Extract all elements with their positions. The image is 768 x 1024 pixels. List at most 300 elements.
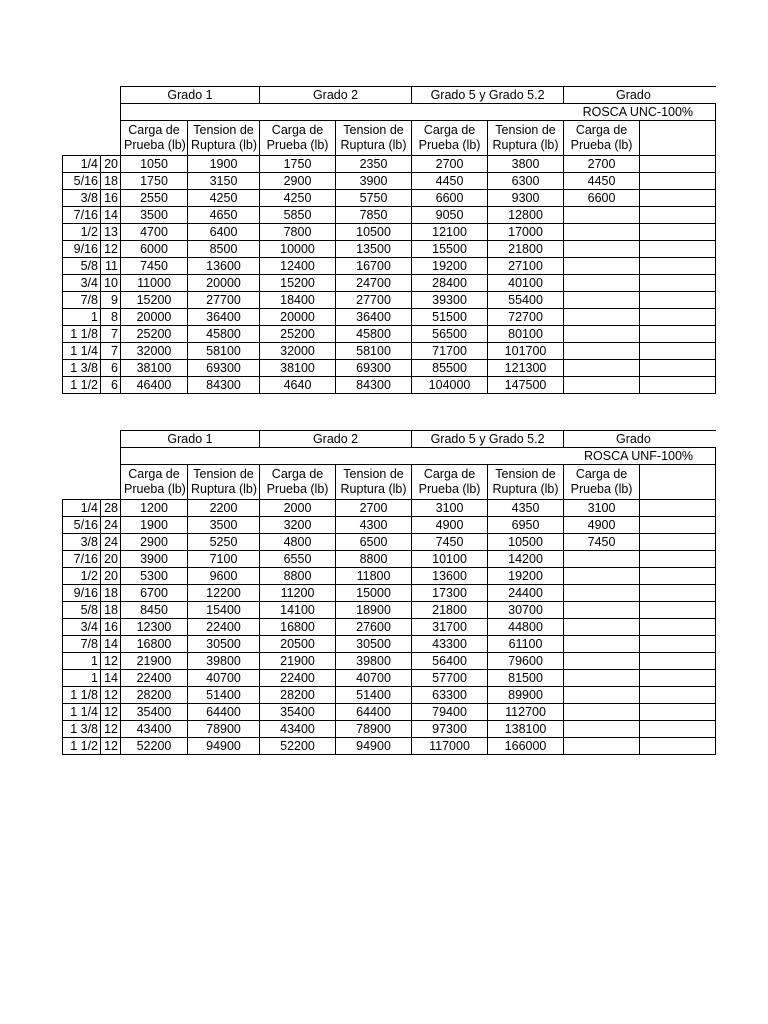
load-value: 28200 — [260, 687, 336, 704]
column-label — [488, 121, 564, 156]
load-value: 4250 — [260, 190, 336, 207]
load-value: 85500 — [412, 360, 488, 377]
load-value: 3500 — [121, 207, 188, 224]
load-value: 80100 — [488, 326, 564, 343]
load-value: 13600 — [188, 258, 260, 275]
load-value: 11000 — [121, 275, 188, 292]
load-value — [564, 568, 640, 585]
load-value: 81500 — [488, 670, 564, 687]
load-value — [564, 704, 640, 721]
load-value: 27700 — [336, 292, 412, 309]
load-value: 12100 — [412, 224, 488, 241]
load-value: 20000 — [121, 309, 188, 326]
threads-per-inch: 24 — [101, 517, 121, 534]
load-value: 10100 — [412, 551, 488, 568]
bolt-size: 1/2 — [63, 568, 101, 585]
load-value: 21900 — [121, 653, 188, 670]
table-row — [63, 721, 716, 738]
cut-cell — [640, 568, 716, 585]
load-value: 17000 — [488, 224, 564, 241]
threads-per-inch: 11 — [101, 258, 121, 275]
threads-per-inch: 8 — [101, 309, 121, 326]
column-label-line: Carga de — [128, 467, 180, 481]
cut-cell — [640, 636, 716, 653]
load-value: 112700 — [488, 704, 564, 721]
column-label-line: Ruptura (lb) — [191, 482, 257, 496]
load-value: 12200 — [188, 585, 260, 602]
load-value: 22400 — [121, 670, 188, 687]
bolt-size: 1 3/8 — [63, 360, 101, 377]
cut-cell — [640, 465, 716, 500]
cut-cell — [640, 156, 716, 173]
load-value: 78900 — [188, 721, 260, 738]
empty-cell — [63, 465, 121, 500]
load-value — [564, 207, 640, 224]
load-value: 8800 — [260, 568, 336, 585]
table-row — [63, 224, 716, 241]
cut-cell — [640, 687, 716, 704]
load-value: 4450 — [412, 173, 488, 190]
column-label-line: Prueba (lb) — [570, 138, 633, 152]
load-value: 4350 — [488, 500, 564, 517]
column-label-line: Carga de — [271, 123, 324, 137]
load-value: 69300 — [188, 360, 260, 377]
load-value: 4650 — [188, 207, 260, 224]
load-value: 39800 — [188, 653, 260, 670]
load-value: 64400 — [336, 704, 412, 721]
load-value: 56400 — [412, 653, 488, 670]
cut-cell — [640, 360, 716, 377]
load-value: 147500 — [488, 377, 564, 394]
load-value: 89900 — [488, 687, 564, 704]
table-row — [63, 517, 716, 534]
load-value: 79400 — [412, 704, 488, 721]
grade-header: Grado 2 — [260, 431, 412, 448]
load-value: 101700 — [488, 343, 564, 360]
load-value: 17300 — [412, 585, 488, 602]
load-value: 7850 — [336, 207, 412, 224]
load-value: 32000 — [260, 343, 336, 360]
load-value: 10500 — [488, 534, 564, 551]
cut-cell — [640, 292, 716, 309]
column-label-line: Prueba (lb) — [266, 138, 329, 152]
load-value: 1050 — [121, 156, 188, 173]
load-value — [564, 377, 640, 394]
table-row — [63, 636, 716, 653]
cut-cell — [640, 585, 716, 602]
bolt-size: 1 1/8 — [63, 687, 101, 704]
bolt-size: 1 3/8 — [63, 721, 101, 738]
load-value: 13600 — [412, 568, 488, 585]
load-value: 61100 — [488, 636, 564, 653]
cut-cell — [640, 670, 716, 687]
load-value: 36400 — [336, 309, 412, 326]
bolt-size: 1 1/8 — [63, 326, 101, 343]
column-label-line: Tension de — [495, 123, 556, 137]
load-value: 12800 — [488, 207, 564, 224]
cut-cell — [640, 258, 716, 275]
bolt-size: 7/16 — [63, 207, 101, 224]
load-value: 9050 — [412, 207, 488, 224]
load-value: 84300 — [188, 377, 260, 394]
cut-cell — [640, 517, 716, 534]
unf-table-viewport — [0, 430, 694, 776]
load-value: 43400 — [121, 721, 188, 738]
column-label-line: Ruptura (lb) — [340, 482, 407, 496]
column-label-line: Prueba (lb) — [418, 482, 481, 496]
load-value — [564, 619, 640, 636]
unc-strength-table — [62, 86, 716, 394]
table-row — [63, 704, 716, 721]
load-value: 40700 — [188, 670, 260, 687]
load-value: 2350 — [336, 156, 412, 173]
grade-header: Grado 1 — [121, 87, 260, 104]
threads-per-inch: 18 — [101, 585, 121, 602]
load-value: 51400 — [336, 687, 412, 704]
load-value: 4900 — [564, 517, 640, 534]
column-label — [260, 121, 336, 156]
column-label-line: Prueba (lb) — [418, 138, 481, 152]
load-value: 30700 — [488, 602, 564, 619]
column-label-line: Tension de — [343, 123, 404, 137]
load-value: 25200 — [260, 326, 336, 343]
load-value: 6600 — [564, 190, 640, 207]
load-value — [564, 585, 640, 602]
cut-cell — [640, 619, 716, 636]
load-value: 138100 — [488, 721, 564, 738]
threads-per-inch: 10 — [101, 275, 121, 292]
table-row — [63, 602, 716, 619]
column-label — [121, 465, 188, 500]
column-label-line: Tension de — [495, 467, 556, 481]
load-value: 69300 — [336, 360, 412, 377]
column-label — [188, 465, 260, 500]
load-value: 7100 — [188, 551, 260, 568]
load-value: 72700 — [488, 309, 564, 326]
table-row — [63, 738, 716, 755]
load-value: 2000 — [260, 500, 336, 517]
cut-cell — [640, 207, 716, 224]
load-value: 56500 — [412, 326, 488, 343]
load-value: 78900 — [336, 721, 412, 738]
cut-cell — [640, 500, 716, 517]
load-value: 28200 — [121, 687, 188, 704]
load-value: 18900 — [336, 602, 412, 619]
load-value: 10500 — [336, 224, 412, 241]
load-value: 31700 — [412, 619, 488, 636]
load-value: 3800 — [488, 156, 564, 173]
table-row — [63, 190, 716, 207]
grade-header: Grado — [564, 87, 716, 104]
load-value: 52200 — [121, 738, 188, 755]
load-value: 84300 — [336, 377, 412, 394]
load-value — [564, 602, 640, 619]
load-value: 6400 — [188, 224, 260, 241]
bolt-size: 3/8 — [63, 534, 101, 551]
table-row — [63, 343, 716, 360]
load-value: 16700 — [336, 258, 412, 275]
load-value: 4300 — [336, 517, 412, 534]
cut-cell — [640, 173, 716, 190]
load-value: 3150 — [188, 173, 260, 190]
load-value: 51400 — [188, 687, 260, 704]
bolt-size: 1 — [63, 653, 101, 670]
column-label-line: Carga de — [128, 123, 180, 137]
cut-cell — [640, 377, 716, 394]
load-value: 2900 — [121, 534, 188, 551]
column-label — [188, 121, 260, 156]
load-value: 3500 — [188, 517, 260, 534]
bolt-size: 7/8 — [63, 292, 101, 309]
load-value: 16800 — [260, 619, 336, 636]
load-value: 38100 — [121, 360, 188, 377]
threads-per-inch: 13 — [101, 224, 121, 241]
load-value: 20000 — [260, 309, 336, 326]
table-row — [63, 500, 716, 517]
load-value: 1900 — [121, 517, 188, 534]
load-value: 6550 — [260, 551, 336, 568]
load-value — [564, 326, 640, 343]
grade-header-row — [63, 87, 716, 104]
load-value: 21800 — [488, 241, 564, 258]
threads-per-inch: 16 — [101, 190, 121, 207]
load-value — [564, 258, 640, 275]
grade-header-row — [63, 431, 716, 448]
table-row — [63, 258, 716, 275]
table-row — [63, 585, 716, 602]
load-value: 11800 — [336, 568, 412, 585]
threads-per-inch: 18 — [101, 602, 121, 619]
cut-cell — [640, 326, 716, 343]
load-value: 35400 — [260, 704, 336, 721]
bolt-size: 1 1/2 — [63, 377, 101, 394]
load-value: 7450 — [564, 534, 640, 551]
bolt-size: 1/4 — [63, 500, 101, 517]
load-value: 6300 — [488, 173, 564, 190]
load-value: 58100 — [188, 343, 260, 360]
load-value: 15400 — [188, 602, 260, 619]
empty-cell — [63, 121, 121, 156]
column-label-line: Tension de — [193, 467, 254, 481]
column-label-line: Prueba (lb) — [124, 482, 186, 496]
load-value: 15200 — [121, 292, 188, 309]
load-value — [564, 551, 640, 568]
load-value: 8450 — [121, 602, 188, 619]
load-value: 4900 — [412, 517, 488, 534]
threads-per-inch: 14 — [101, 207, 121, 224]
load-value: 6600 — [412, 190, 488, 207]
empty-cell — [63, 431, 121, 448]
grade-header: Grado 2 — [260, 87, 412, 104]
load-value: 104000 — [412, 377, 488, 394]
cut-cell — [640, 343, 716, 360]
load-value: 1750 — [121, 173, 188, 190]
load-value: 2550 — [121, 190, 188, 207]
load-value: 14100 — [260, 602, 336, 619]
table-row — [63, 156, 716, 173]
cut-cell — [640, 224, 716, 241]
load-value: 8800 — [336, 551, 412, 568]
load-value: 13500 — [336, 241, 412, 258]
load-value: 2900 — [260, 173, 336, 190]
table-row — [63, 173, 716, 190]
load-value — [564, 292, 640, 309]
load-value: 39800 — [336, 653, 412, 670]
load-value: 3900 — [336, 173, 412, 190]
load-value: 25200 — [121, 326, 188, 343]
load-value: 6700 — [121, 585, 188, 602]
column-label — [488, 465, 564, 500]
threads-per-inch: 6 — [101, 360, 121, 377]
load-value: 6000 — [121, 241, 188, 258]
load-value: 21900 — [260, 653, 336, 670]
load-value: 45800 — [188, 326, 260, 343]
column-label-line: Ruptura (lb) — [191, 138, 257, 152]
load-value: 22400 — [260, 670, 336, 687]
load-value: 3200 — [260, 517, 336, 534]
load-value: 5850 — [260, 207, 336, 224]
column-label-line: Carga de — [423, 123, 476, 137]
load-value: 19200 — [488, 568, 564, 585]
load-value: 4700 — [121, 224, 188, 241]
cut-cell — [640, 653, 716, 670]
table-row — [63, 534, 716, 551]
load-value — [564, 360, 640, 377]
load-value: 24700 — [336, 275, 412, 292]
empty-cell — [63, 104, 121, 121]
cut-cell — [640, 534, 716, 551]
load-value — [564, 636, 640, 653]
table-row — [63, 275, 716, 292]
load-value: 3100 — [564, 500, 640, 517]
threads-per-inch: 28 — [101, 500, 121, 517]
load-value: 6500 — [336, 534, 412, 551]
load-value: 43300 — [412, 636, 488, 653]
unf-strength-table — [62, 430, 716, 755]
load-value: 4640 — [260, 377, 336, 394]
load-value: 97300 — [412, 721, 488, 738]
load-value: 57700 — [412, 670, 488, 687]
load-value: 27100 — [488, 258, 564, 275]
bolt-size: 1/4 — [63, 156, 101, 173]
load-value — [564, 670, 640, 687]
table-row — [63, 377, 716, 394]
load-value: 4450 — [564, 173, 640, 190]
bolt-size: 5/16 — [63, 173, 101, 190]
column-label-row — [63, 121, 716, 156]
threads-per-inch: 7 — [101, 343, 121, 360]
load-value: 1900 — [188, 156, 260, 173]
load-value: 36400 — [188, 309, 260, 326]
load-value: 9300 — [488, 190, 564, 207]
threads-per-inch: 9 — [101, 292, 121, 309]
bolt-size: 5/8 — [63, 602, 101, 619]
load-value: 2700 — [336, 500, 412, 517]
cut-cell — [640, 275, 716, 292]
column-label — [260, 465, 336, 500]
bolt-size: 5/8 — [63, 258, 101, 275]
bolt-size: 1/2 — [63, 224, 101, 241]
load-value: 40100 — [488, 275, 564, 292]
threads-per-inch: 18 — [101, 173, 121, 190]
load-value — [564, 309, 640, 326]
load-value: 46400 — [121, 377, 188, 394]
load-value: 20500 — [260, 636, 336, 653]
load-value: 44800 — [488, 619, 564, 636]
grade-header: Grado 5 y Grado 5.2 — [412, 87, 564, 104]
load-value: 12300 — [121, 619, 188, 636]
load-value: 21800 — [412, 602, 488, 619]
bolt-size: 1 — [63, 309, 101, 326]
load-value: 1750 — [260, 156, 336, 173]
load-value: 22400 — [188, 619, 260, 636]
cut-cell — [640, 121, 716, 156]
load-value: 38100 — [260, 360, 336, 377]
load-value: 5750 — [336, 190, 412, 207]
cut-cell — [640, 738, 716, 755]
load-value: 27600 — [336, 619, 412, 636]
load-value: 32000 — [121, 343, 188, 360]
load-value: 35400 — [121, 704, 188, 721]
load-value — [564, 687, 640, 704]
table-row — [63, 326, 716, 343]
load-value: 30500 — [188, 636, 260, 653]
threads-per-inch: 16 — [101, 619, 121, 636]
load-value: 117000 — [412, 738, 488, 755]
column-label — [564, 465, 640, 500]
cut-cell — [640, 602, 716, 619]
bolt-size: 3/4 — [63, 275, 101, 292]
load-value: 51500 — [412, 309, 488, 326]
load-value: 9600 — [188, 568, 260, 585]
bolt-size: 5/16 — [63, 517, 101, 534]
table-row — [63, 619, 716, 636]
load-value: 7800 — [260, 224, 336, 241]
threads-per-inch: 12 — [101, 241, 121, 258]
threads-per-inch: 20 — [101, 156, 121, 173]
load-value: 2700 — [564, 156, 640, 173]
column-label-line: Carga de — [423, 467, 476, 481]
threads-per-inch: 7 — [101, 326, 121, 343]
bolt-size: 9/16 — [63, 585, 101, 602]
load-value: 12400 — [260, 258, 336, 275]
cut-cell — [640, 190, 716, 207]
threads-per-inch: 20 — [101, 551, 121, 568]
load-value — [564, 721, 640, 738]
empty-cell — [63, 448, 121, 465]
table-row — [63, 207, 716, 224]
load-value — [564, 275, 640, 292]
cut-cell — [640, 704, 716, 721]
table-row — [63, 292, 716, 309]
load-value: 6950 — [488, 517, 564, 534]
load-value: 15000 — [336, 585, 412, 602]
table-row — [63, 687, 716, 704]
load-value: 63300 — [412, 687, 488, 704]
load-value: 3900 — [121, 551, 188, 568]
load-value: 45800 — [336, 326, 412, 343]
load-value: 79600 — [488, 653, 564, 670]
threads-per-inch: 12 — [101, 653, 121, 670]
bolt-size: 7/16 — [63, 551, 101, 568]
bolt-size: 3/8 — [63, 190, 101, 207]
table-row — [63, 653, 716, 670]
load-value: 94900 — [336, 738, 412, 755]
column-label — [412, 121, 488, 156]
load-value: 19200 — [412, 258, 488, 275]
column-label-line: Tension de — [343, 467, 404, 481]
load-value: 71700 — [412, 343, 488, 360]
